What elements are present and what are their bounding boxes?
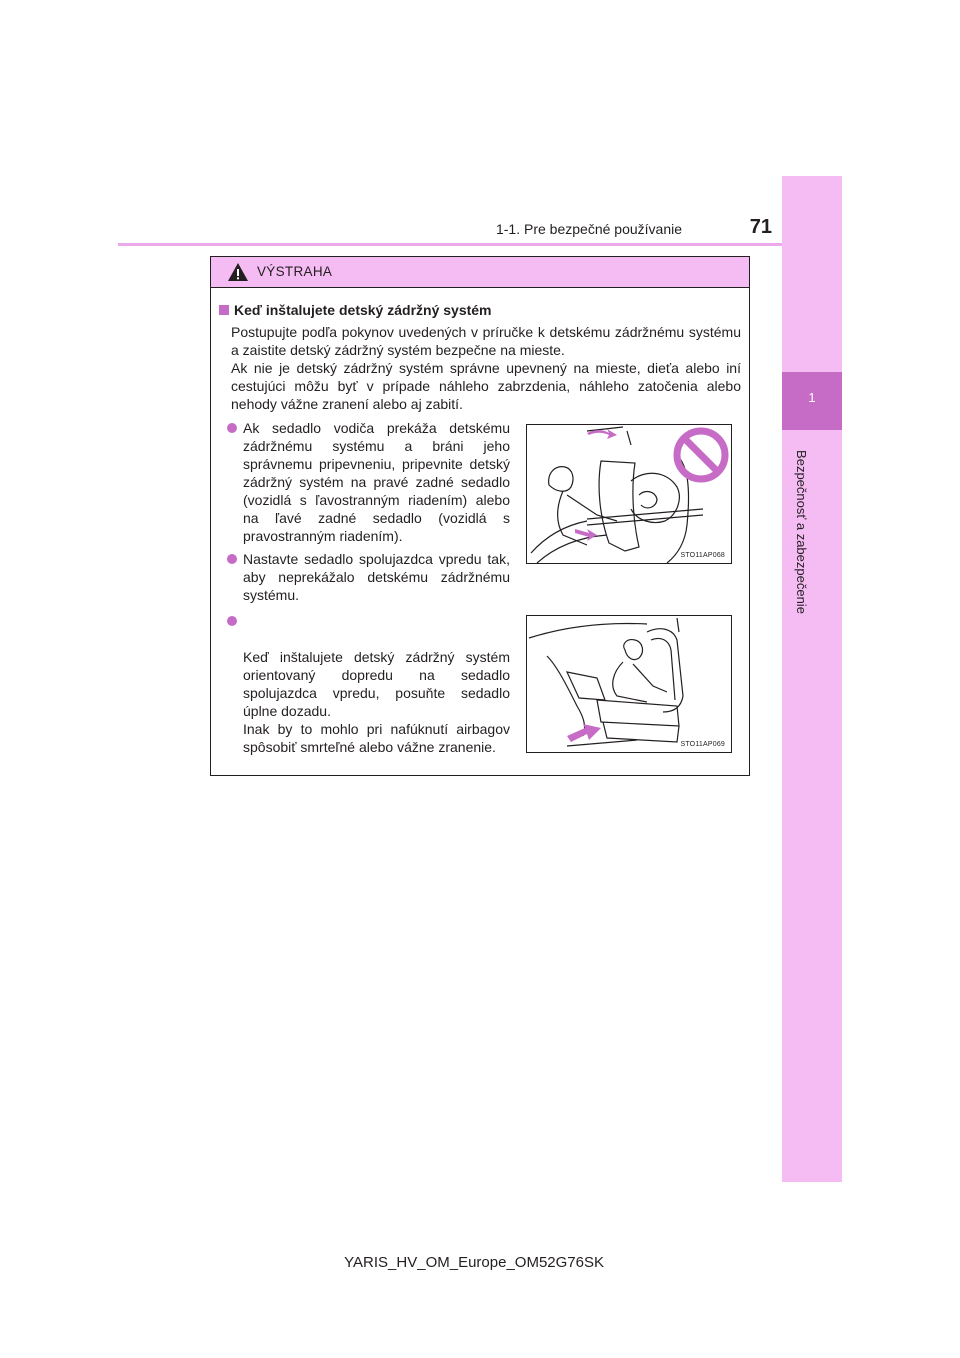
bullet-item-1 — [227, 419, 510, 545]
side-tab — [782, 176, 842, 1182]
warning-box — [210, 256, 750, 776]
header-rule — [118, 243, 782, 246]
side-chapter-marker — [782, 372, 842, 430]
figure-code: STO11AP069 — [680, 741, 725, 748]
paragraph-2: Ak nie je detský zádržný systém správne upevnený na mieste, dieťa alebo iní cestujúci môžu byť v prípade náhleho zabrzdenia, náhleho zatočenia alebo nehody vážne zranení alebo aj zabití. — [231, 360, 741, 412]
seat-illustration-2 — [527, 616, 732, 753]
bullet-text-2: Nastavte sedadlo spolujazdca vpredu tak, aby neprekážalo detskému zádržnému systému. — [243, 551, 510, 603]
warning-triangle-icon — [227, 262, 249, 282]
circle-bullet-icon — [227, 554, 237, 564]
chapter-number: 1 — [808, 390, 816, 405]
chapter-label: Bezpečnosť a zabezpečenie — [794, 450, 809, 614]
figure-code: STO11AP068 — [680, 552, 725, 559]
section-title — [219, 302, 492, 318]
bullet-item-3 — [227, 612, 510, 756]
bullet-text-3: Keď inštalujete detský zádržný systém orientovaný dopredu na sedadlo spolujazdca vpredu, posuňte sedadlo úplne dozadu. Inak by to mohlo pri nafúknutí airbagov spôsobiť smrteľné alebo vážne zranenie. — [243, 649, 510, 755]
warning-header — [211, 257, 749, 288]
section-title-text: Keď inštalujete detský zádržný systém — [234, 302, 492, 318]
page-number: 71 — [749, 216, 772, 238]
square-bullet-icon — [219, 305, 229, 315]
seat-illustration-1 — [527, 425, 732, 564]
prohibited-icon — [677, 431, 725, 479]
footer-document-id: YARIS_HV_OM_Europe_OM52G76SK — [344, 1254, 604, 1271]
header-section-title: 1-1. Pre bezpečné používanie — [495, 221, 682, 237]
warning-heading: VÝSTRAHA — [257, 264, 333, 279]
bullet-item-2 — [227, 550, 510, 604]
figure-driver-seat-obstruction — [526, 424, 732, 564]
figure-passenger-seat-back — [526, 615, 732, 753]
paragraph-1: Postupujte podľa pokynov uvedených v príručke k detskému zádržnému systému a zaistite detský zádržný systém bezpečne na mieste. — [231, 324, 741, 358]
bullet-text-1: Ak sedadlo vodiča prekáža detskému zádržnému systému a bráni jeho správnemu pripevneniu, pripevnite detský zádržný systém na pravé zadné sedadlo (vozidlá s ľavostranným riadením) alebo na ľavé zadné sedadlo (vozidlá s pravostranným riadením). — [243, 420, 510, 544]
circle-bullet-icon — [227, 616, 237, 626]
circle-bullet-icon — [227, 423, 237, 433]
